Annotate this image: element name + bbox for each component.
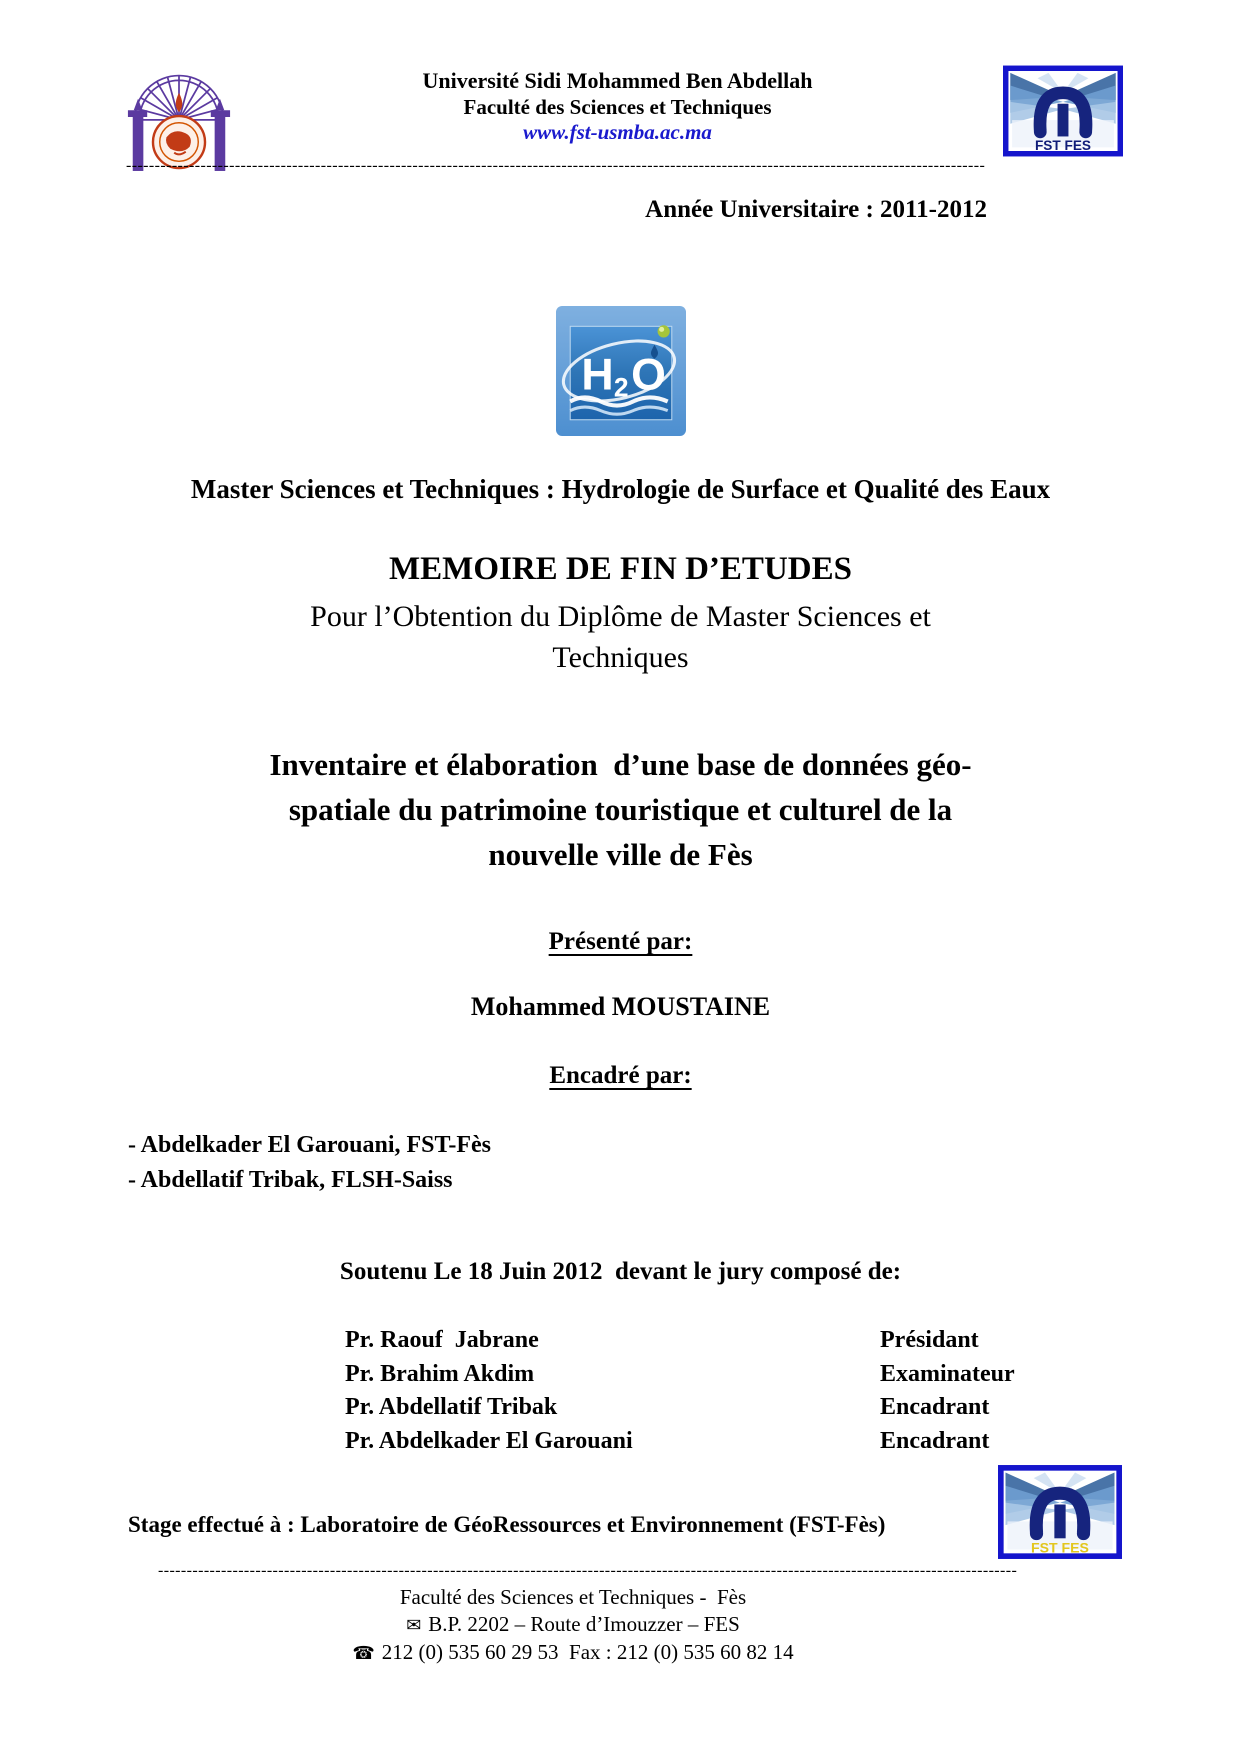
h2o-letter-h: H bbox=[581, 350, 614, 400]
memoire-heading: MEMOIRE DE FIN D’ETUDES bbox=[389, 551, 852, 587]
jury-member-role: Examinateur bbox=[880, 1360, 1015, 1387]
university-name: Université Sidi Mohammed Ben Abdellah bbox=[422, 68, 813, 93]
presented-by-label: Présenté par: bbox=[548, 928, 693, 955]
footer-address-line bbox=[0, 1611, 1146, 1639]
defense-intro-line: Soutenu Le 18 Juin 2012 devant le jury composé de: bbox=[339, 1258, 902, 1285]
envelope-icon: ✉ bbox=[406, 1615, 422, 1635]
h2o-letter-o: O bbox=[631, 350, 666, 400]
academic-year: Année Universitaire : 2011-2012 bbox=[645, 196, 987, 223]
jury-member-name: Pr. Brahim Akdim bbox=[345, 1360, 535, 1387]
footer bbox=[0, 1584, 1241, 1667]
memoire-subheading-line1: Pour l’Obtention du Diplôme de Master Sciences et bbox=[310, 600, 931, 633]
supervisors-list bbox=[128, 1128, 491, 1198]
faculty-name: Faculté des Sciences et Techniques bbox=[463, 94, 772, 119]
separator-top: ------------------------------------------------------------------------------------------------------------------------------------------------------ bbox=[126, 157, 986, 174]
jury-member-role: Présidant bbox=[880, 1327, 979, 1353]
jury-row bbox=[345, 1391, 1015, 1425]
memoire-subheading bbox=[0, 596, 1241, 678]
thesis-title-line3: nouvelle ville de Fès bbox=[488, 837, 753, 872]
fst-fes-logo-icon bbox=[1003, 60, 1123, 162]
jury-member-role: Encadrant bbox=[880, 1394, 990, 1420]
jury-row bbox=[345, 1324, 1015, 1358]
jury-row bbox=[345, 1425, 1015, 1459]
fst-fes-logo-label: FST FES bbox=[1034, 138, 1092, 154]
jury-member-name: Pr. Abdelkader El Garouani bbox=[345, 1427, 633, 1454]
jury-list bbox=[345, 1324, 1015, 1458]
jury-member-name: Pr. Raouf Jabrane bbox=[345, 1327, 539, 1353]
footer-faculty-line: Faculté des Sciences et Techniques - Fès bbox=[399, 1585, 747, 1609]
thesis-title bbox=[0, 742, 1241, 877]
h2o-master-logo-icon bbox=[556, 306, 686, 436]
jury-member-name: Pr. Abdellatif Tribak bbox=[345, 1394, 558, 1420]
supervisor-1: - Abdelkader El Garouani, FST-Fès bbox=[128, 1132, 491, 1158]
footer-phone-text: 212 (0) 535 60 29 53 Fax : 212 (0) 535 60 82 14 bbox=[381, 1640, 794, 1664]
fst-fes-logo-bottom-label: FST FES bbox=[1031, 1539, 1089, 1556]
separator-bottom: ------------------------------------------------------------------------------------------------------------------------------------------------------ bbox=[158, 1562, 1018, 1579]
telephone-icon: ☎ bbox=[352, 1643, 375, 1663]
header-text-block bbox=[232, 60, 1003, 146]
master-program-line: Master Sciences et Techniques : Hydrologie de Surface et Qualité des Eaux bbox=[190, 474, 1051, 504]
jury-row bbox=[345, 1358, 1015, 1392]
candidate-name: Mohammed MOUSTAINE bbox=[470, 992, 771, 1021]
h2o-subscript-2: 2 bbox=[613, 372, 629, 403]
thesis-title-line1: Inventaire et élaboration d’une base de données géo- bbox=[269, 747, 972, 782]
jury-member-role: Encadrant bbox=[880, 1427, 990, 1454]
internship-line: Stage effectué à : Laboratoire de GéoRessources et Environnement (FST-Fès) bbox=[128, 1512, 886, 1537]
footer-address-text: B.P. 2202 – Route d’Imouzzer – FES bbox=[428, 1612, 740, 1636]
supervisor-2: - Abdellatif Tribak, FLSH-Saiss bbox=[128, 1167, 453, 1193]
fst-fes-logo-bottom-icon bbox=[998, 1464, 1122, 1560]
thesis-title-line2: spatiale du patrimoine touristique et culturel de la bbox=[288, 792, 953, 827]
website-link[interactable]: www.fst-usmba.ac.ma bbox=[523, 120, 712, 145]
supervised-by-label: Encadré par: bbox=[549, 1062, 692, 1089]
memoire-subheading-line2: Techniques bbox=[552, 641, 689, 674]
footer-phone-line bbox=[0, 1639, 1146, 1667]
